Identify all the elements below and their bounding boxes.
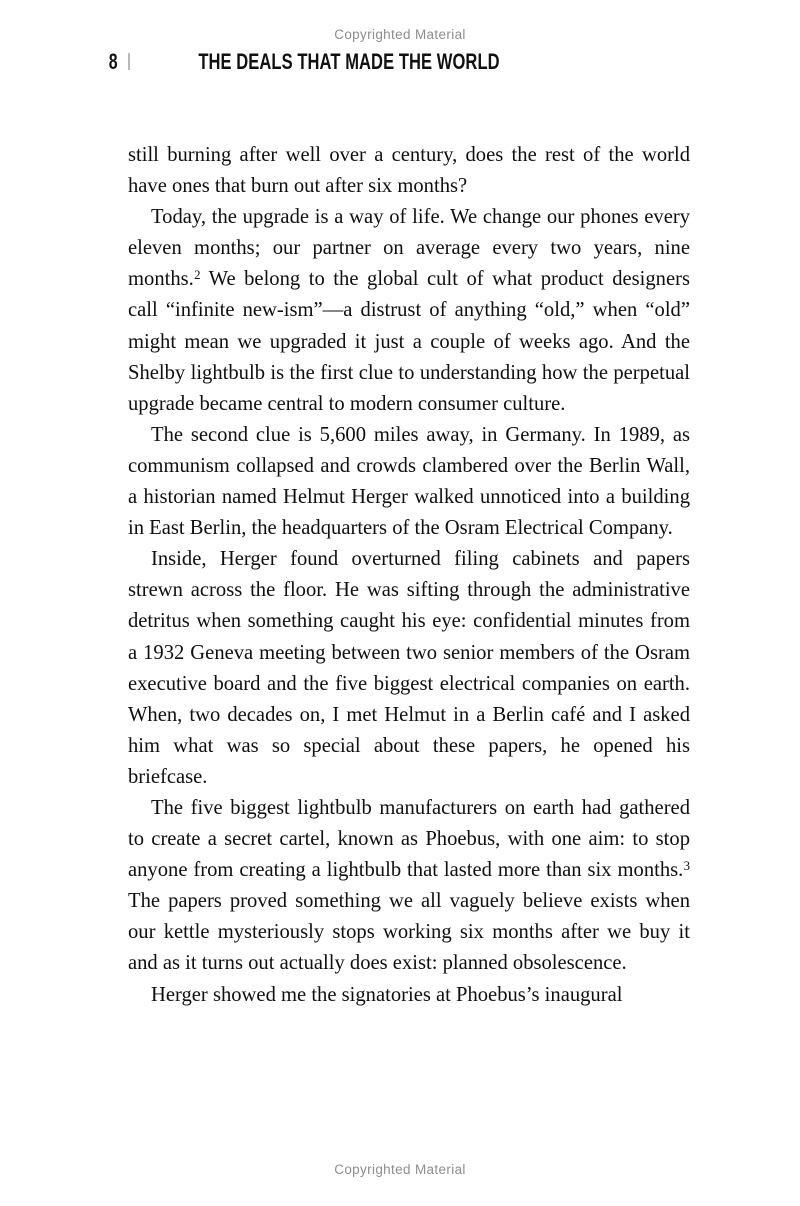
- paragraph-text: The second clue is 5,600 miles away, in Germany. In 1989, as communism collapsed and crowds clambered over the Berlin Wall, a historian named Helmut Herger walked unnoticed into a building in East Berlin, the headquarters of the Osram Electrical Company.: [128, 423, 690, 540]
- paragraph-text: Inside, Herger found overturned filing cabinets and papers strewn across the floor. He was sifting through the administrative detritus when something caught his eye: confidential minutes from a 1932 Geneva meeting between two senior members of the Osram executive board and the five biggest electrical companies on earth. When, two decades on, I met Helmut in a Berlin café and I asked him what was so special about these papers, he opened his briefcase.: [128, 548, 690, 788]
- paragraph-text: The papers proved something we all vaguely believe exists when our kettle mysteriously stops working six months after we buy it and as it turns out actually does exist: planned obsolescence.: [128, 890, 690, 975]
- paragraph-text: The five biggest lightbulb manufacturers on earth had gathered to create a secret cartel, known as Phoebus, with one aim: to stop anyone from creating a lightbulb that lasted more than six months.: [128, 796, 690, 882]
- running-head-separator-icon: [128, 53, 130, 70]
- paragraph: [128, 140, 690, 202]
- paragraph-text: We belong to the global cult of what product designers call “infinite new-ism”—a distrust of anything “old,” when “old” might mean we upgraded it just a couple of weeks ago. And the Shelby lightbulb is the first clue to understanding how the perpetual upgrade became central to modern consumer culture.: [128, 268, 690, 415]
- paragraph: [128, 793, 690, 980]
- paragraph: [128, 420, 690, 544]
- page-number: 8: [108, 49, 118, 74]
- running-head: [107, 51, 554, 74]
- body-text: [128, 140, 690, 1011]
- paragraph: [128, 544, 690, 793]
- paragraph: [128, 202, 690, 420]
- paragraph: [128, 980, 690, 1011]
- book-title: THE DEALS THAT MADE THE WORLD: [198, 49, 500, 74]
- footnote-marker[interactable]: 2: [194, 267, 201, 282]
- paragraph-text: Herger showed me the signatories at Phoebus’s inaugural: [151, 983, 623, 1006]
- paragraph-text: still burning after well over a century, does the rest of the world have ones that burn out after six months?: [128, 144, 690, 198]
- footnote-marker[interactable]: 3: [683, 858, 690, 873]
- copyright-watermark-bottom: Copyrighted Material: [334, 1162, 466, 1177]
- paragraph-text: Today, the upgrade is a way of life. We change our phones every eleven months; our partner on average every two years, nine months.: [128, 206, 690, 291]
- copyright-watermark-top: Copyrighted Material: [334, 27, 466, 42]
